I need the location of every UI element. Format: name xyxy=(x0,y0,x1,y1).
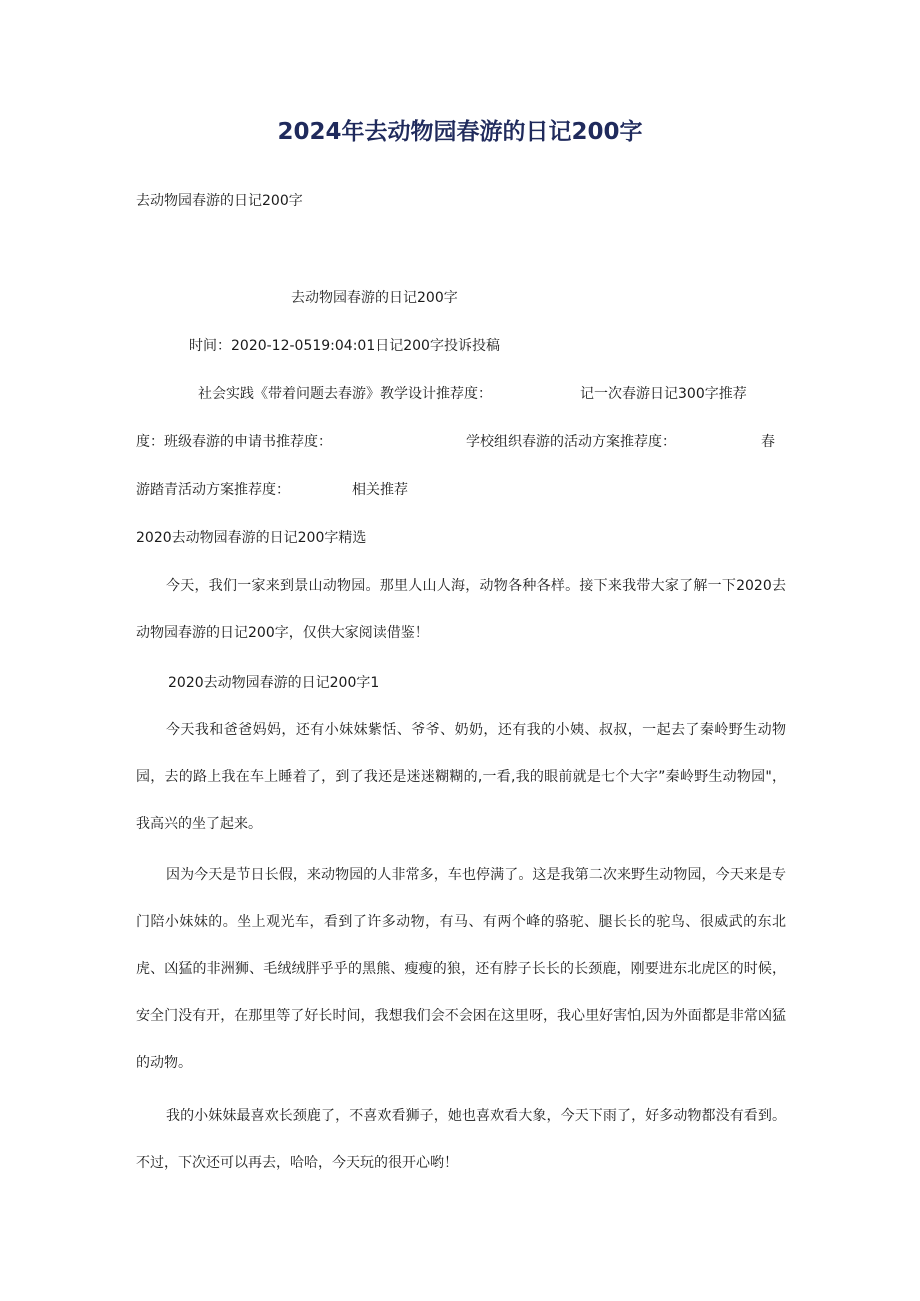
document-title: 2024年去动物园春游的日记200字 xyxy=(277,119,643,145)
related-link-spring-diary-300[interactable]: 记一次春游日记300字推荐 xyxy=(580,386,747,402)
related-link-outing-plan[interactable]: 游踏青活动方案推荐度： xyxy=(136,482,290,498)
body-paragraph: 因为今天是节日长假，来动物园的人非常多，车也停满了。这是我第二次来野生动物园，今天来是专门陪小妹妹的。坐上观光车，看到了许多动物，有马、有两个峰的骆驼、腿长长的驼鸟、很威武的东北虎、凶猛的非洲狮、毛绒绒胖乎乎的黑熊、瘦瘦的狼，还有脖子长长的长颈鹿，刚要进东北虎区的时候，安全门没有开，在那里等了好长时间，我想我们会不会困在这里呀，我心里好害怕,因为外面都是非常凶猛的动物。 xyxy=(136,867,786,1071)
intro-paragraph: 今天，我们一家来到景山动物园。那里人山人海，动物各种各样。接下来我带大家了解一下2020去动物园春游的日记200字，仅供大家阅读借鉴！ xyxy=(136,578,786,641)
related-link-outing-plan-start[interactable]: 春 xyxy=(761,434,775,450)
subtitle: 去动物园春游的日记200字 xyxy=(136,193,303,209)
meta-line: 时间：2020-12-0519:04:01日记200字投诉投稿 xyxy=(189,338,500,354)
related-link-class-application[interactable]: 度：班级春游的申请书推荐度： xyxy=(136,434,332,450)
related-link-school-plan[interactable]: 学校组织春游的活动方案推荐度： xyxy=(466,434,676,450)
section-heading: 2020去动物园春游的日记200字精选 xyxy=(136,530,367,546)
center-title: 去动物园春游的日记200字 xyxy=(291,290,458,306)
essay-heading: 2020去动物园春游的日记200字1 xyxy=(168,675,380,691)
body-paragraph: 今天我和爸爸妈妈，还有小妹妹紫恬、爷爷、奶奶，还有我的小姨、叔叔，一起去了秦岭野生动物园，去的路上我在车上睡着了，到了我还是迷迷糊糊的,一看,我的眼前就是七个大字”秦岭野生动物园"，我高兴的坐了起来。 xyxy=(136,722,786,832)
body-paragraph: 我的小妹妹最喜欢长颈鹿了，不喜欢看狮子，她也喜欢看大象，今天下雨了，好多动物都没有看到。不过，下次还可以再去，哈哈，今天玩的很开心哟！ xyxy=(136,1108,786,1171)
related-link-teaching-design[interactable]: 社会实践《带着问题去春游》教学设计推荐度： xyxy=(198,386,492,402)
related-recommend-label: 相关推荐 xyxy=(352,482,408,498)
